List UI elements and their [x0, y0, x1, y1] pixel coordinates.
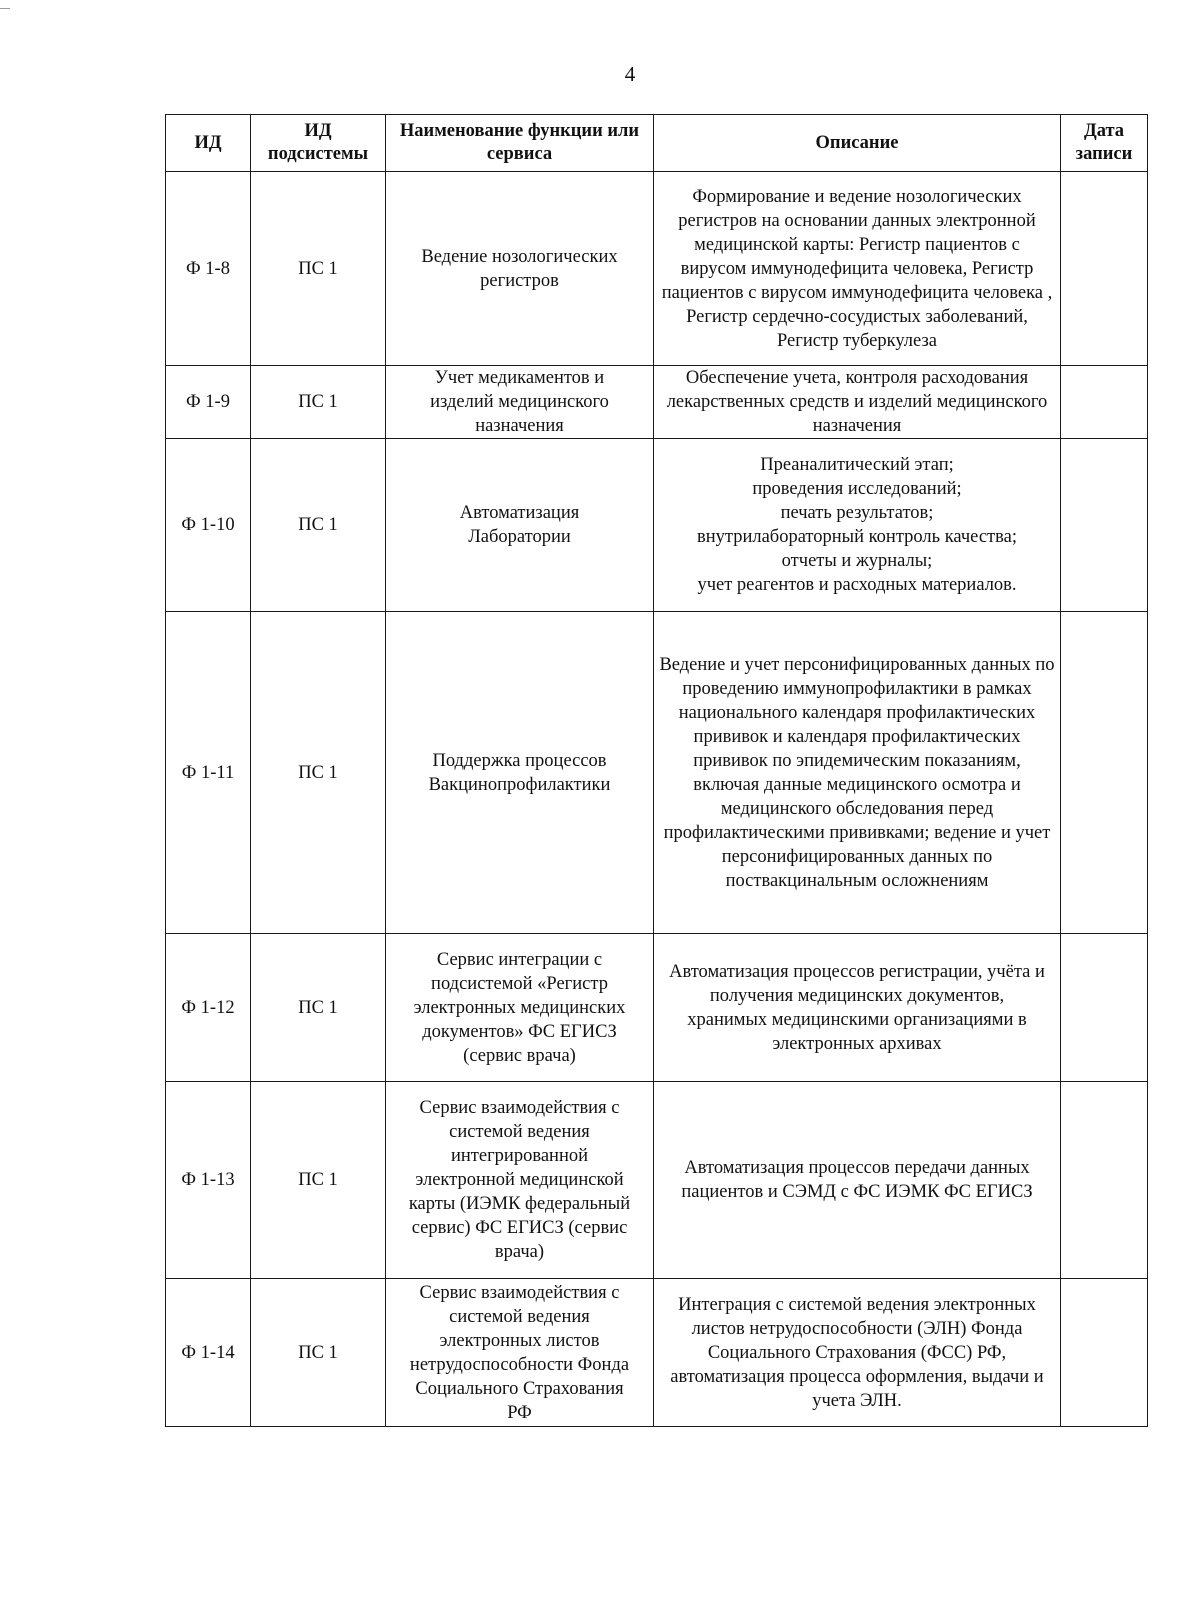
- cell-name: Сервис взаимодействия с системой ведения интегрированной электронной медицинской карты (ИЭМК федеральный сервис) ФС ЕГИСЗ (сервис врача): [386, 1082, 654, 1279]
- cell-description: Ведение и учет персонифицированных данных по проведению иммунопрофилактики в рамках национального календаря профилактических прививок и календаря профилактических прививок по эпидемическим показаниям, включая данные медицинского осмотра и медицинского обследования перед профилактическими прививками; ведение и учет персонифицированных данных по поствакцинальным осложнениям: [654, 612, 1061, 934]
- cell-name: Учет медикаментов и изделий медицинского назначения: [386, 366, 654, 439]
- cell-date: [1061, 1279, 1148, 1427]
- header-description: Описание: [654, 115, 1061, 172]
- function-registry-table: [165, 114, 1148, 1427]
- cell-subsystem: ПС 1: [251, 934, 386, 1082]
- table-header-row: [166, 115, 1148, 172]
- cell-date: [1061, 439, 1148, 612]
- scan-edge-mark: [0, 8, 10, 9]
- header-date: Дата записи: [1061, 115, 1148, 172]
- cell-date: [1061, 172, 1148, 366]
- table-row: [166, 366, 1148, 439]
- cell-description: Автоматизация процессов регистрации, учёта и получения медицинских документов, хранимых медицинскими организациями в электронных архивах: [654, 934, 1061, 1082]
- header-subsystem: ИД подсистемы: [251, 115, 386, 172]
- description-line: проведения исследований;: [752, 479, 962, 499]
- cell-subsystem: ПС 1: [251, 1082, 386, 1279]
- description-line: отчеты и журналы;: [781, 551, 933, 571]
- cell-name: Автоматизация Лаборатории: [386, 439, 654, 612]
- cell-id: Ф 1-8: [166, 172, 251, 366]
- description-line: внутрилабораторный контроль качества;: [697, 527, 1017, 547]
- cell-id: Ф 1-14: [166, 1279, 251, 1427]
- cell-name: Ведение нозологических регистров: [386, 172, 654, 366]
- description-line: учет реагентов и расходных материалов.: [697, 575, 1017, 595]
- cell-subsystem: ПС 1: [251, 366, 386, 439]
- cell-subsystem: ПС 1: [251, 1279, 386, 1427]
- cell-description: [654, 439, 1061, 612]
- header-id: ИД: [166, 115, 251, 172]
- cell-name: Поддержка процессов Вакцинопрофилактики: [386, 612, 654, 934]
- page-number: 4: [624, 62, 636, 86]
- cell-id: Ф 1-11: [166, 612, 251, 934]
- table-row: [166, 934, 1148, 1082]
- cell-date: [1061, 612, 1148, 934]
- table-row: [166, 1279, 1148, 1427]
- cell-subsystem: ПС 1: [251, 612, 386, 934]
- cell-date: [1061, 366, 1148, 439]
- table-row: [166, 612, 1148, 934]
- cell-description: Автоматизация процессов передачи данных пациентов и СЭМД с ФС ИЭМК ФС ЕГИСЗ: [654, 1082, 1061, 1279]
- table-row: [166, 1082, 1148, 1279]
- cell-description: Обеспечение учета, контроля расходования лекарственных средств и изделий медицинского назначения: [654, 366, 1061, 439]
- cell-subsystem: ПС 1: [251, 172, 386, 366]
- table-row: [166, 172, 1148, 366]
- cell-id: Ф 1-10: [166, 439, 251, 612]
- cell-description: Формирование и ведение нозологических регистров на основании данных электронной медицинской карты: Регистр пациентов с вирусом иммунодефицита человека, Регистр пациентов с вирусом иммунодефицита человека , Регистр сердечно-сосудистых заболеваний, Регистр туберкулеза: [654, 172, 1061, 366]
- cell-date: [1061, 934, 1148, 1082]
- cell-id: Ф 1-13: [166, 1082, 251, 1279]
- description-line: Преаналитический этап;: [760, 455, 954, 475]
- cell-name: Сервис взаимодействия с системой ведения электронных листов нетрудоспособности Фонда Социального Страхования РФ: [386, 1279, 654, 1427]
- table-row: [166, 439, 1148, 612]
- cell-id: Ф 1-9: [166, 366, 251, 439]
- cell-date: [1061, 1082, 1148, 1279]
- cell-subsystem: ПС 1: [251, 439, 386, 612]
- header-name: Наименование функции или сервиса: [386, 115, 654, 172]
- cell-description: Интеграция с системой ведения электронных листов нетрудоспособности (ЭЛН) Фонда Социального Страхования (ФСС) РФ, автоматизация процесса оформления, выдачи и учета ЭЛН.: [654, 1279, 1061, 1427]
- cell-name: Сервис интеграции с подсистемой «Регистр электронных медицинских документов» ФС ЕГИСЗ (сервис врача): [386, 934, 654, 1082]
- cell-id: Ф 1-12: [166, 934, 251, 1082]
- description-line: печать результатов;: [780, 503, 934, 523]
